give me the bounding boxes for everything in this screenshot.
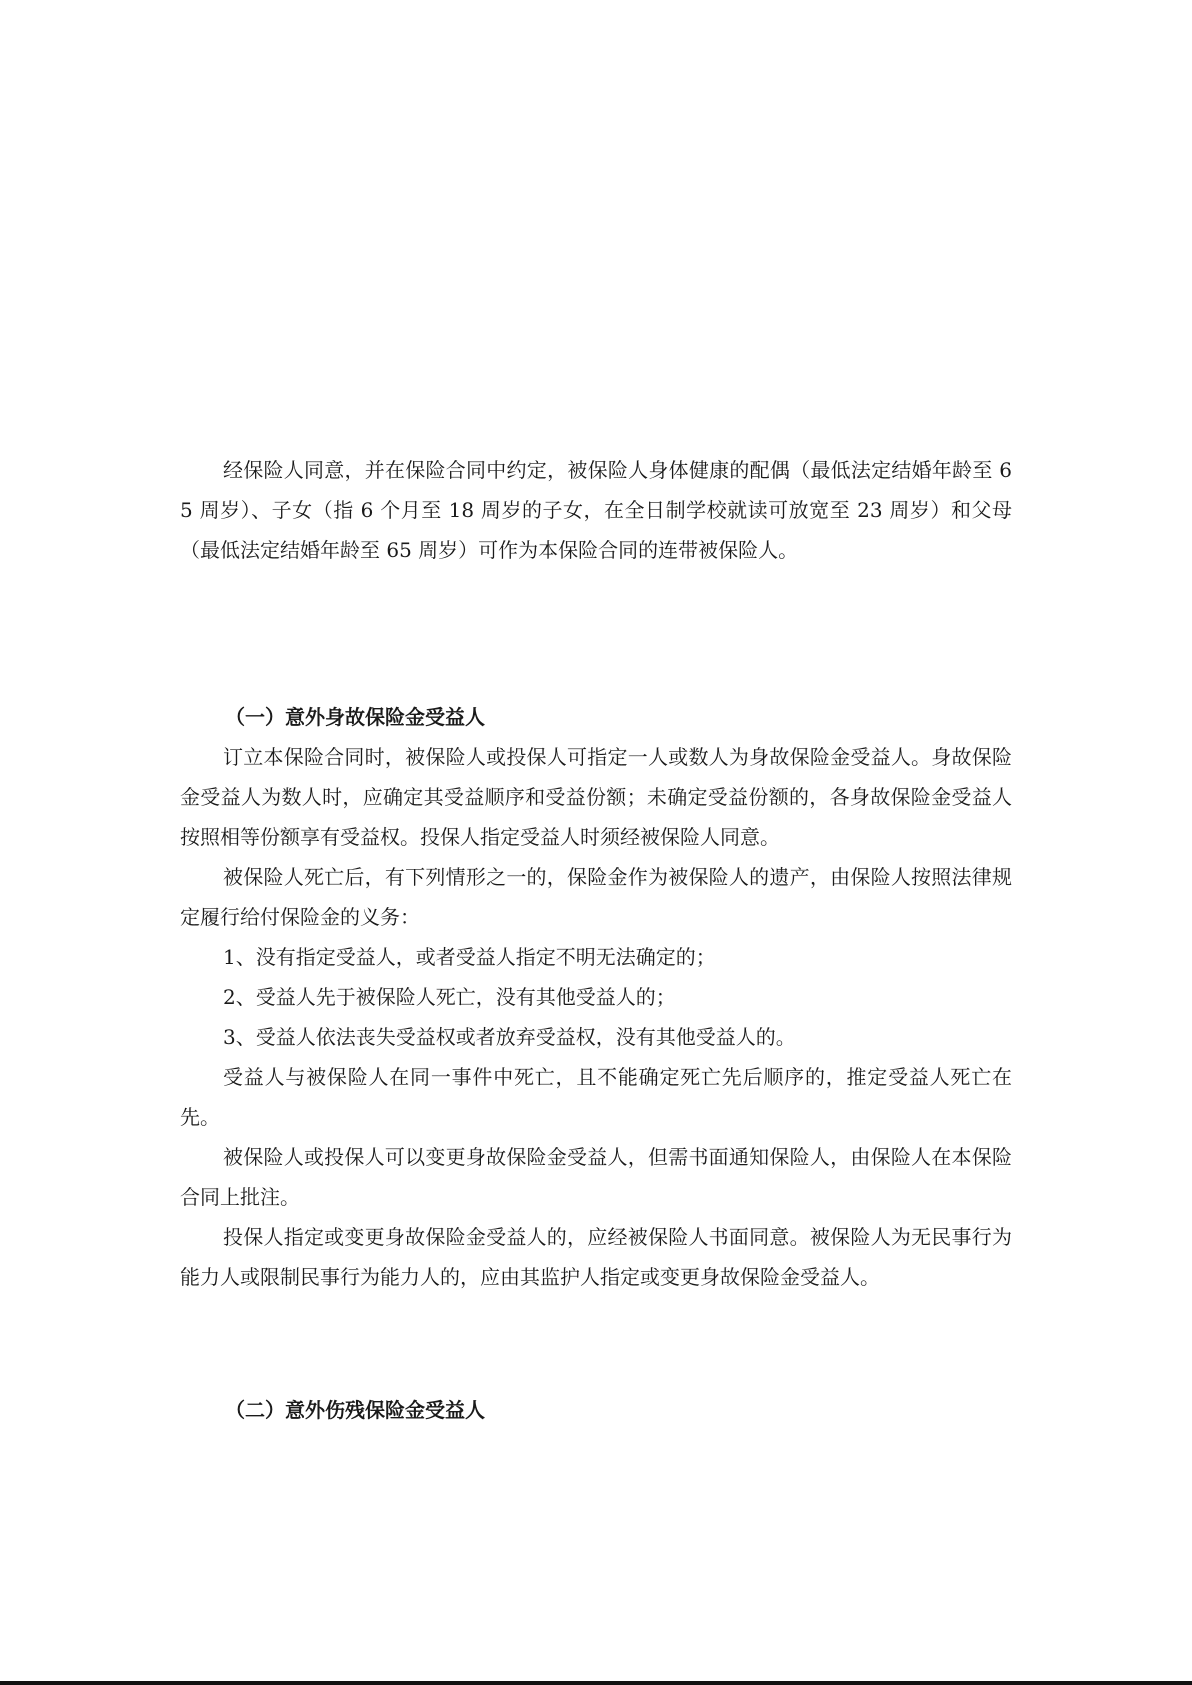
section-1-paragraph-4: 被保险人或投保人可以变更身故保险金受益人，但需书面通知保险人，由保险人在本保险合同上批注。	[180, 1145, 1012, 1209]
section-1-paragraph-1: 订立本保险合同时，被保险人或投保人可指定一人或数人为身故保险金受益人。身故保险金受益人为数人时，应确定其受益顺序和受益份额；未确定受益份额的，各身故保险金受益人按照相等份额享有受益权。投保人指定受益人时须经被保险人同意。	[180, 745, 1012, 849]
section-1-body	[180, 737, 1012, 1297]
section-1-paragraph-3: 受益人与被保险人在同一事件中死亡，且不能确定死亡先后顺序的，推定受益人死亡在先。	[180, 1065, 1012, 1129]
section-1-list-item-3: 3、受益人依法丧失受益权或者放弃受益权，没有其他受益人的。	[223, 1025, 796, 1049]
section-1-paragraph-2: 被保险人死亡后，有下列情形之一的，保险金作为被保险人的遗产，由保险人按照法律规定履行给付保险金的义务：	[180, 865, 1012, 929]
section-1-list-item-2: 2、受益人先于被保险人死亡，没有其他受益人的；	[223, 985, 676, 1009]
section-1-list-item-1: 1、没有指定受益人，或者受益人指定不明无法确定的；	[223, 945, 716, 969]
section-2-heading: （二）意外伤残保险金受益人	[225, 1398, 485, 1422]
intro-paragraph: 经保险人同意，并在保险合同中约定，被保险人身体健康的配偶（最低法定结婚年龄至 65 周岁）、子女（指 6 个月至 18 周岁的子女，在全日制学校就读可放宽至 23 周岁）和父母（最低法定结婚年龄至 65 周岁）可作为本保险合同的连带被保险人。	[180, 458, 1012, 562]
page-bottom-divider	[0, 1681, 1192, 1685]
section-1-paragraph-5: 投保人指定或变更身故保险金受益人的，应经被保险人书面同意。被保险人为无民事行为能力人或限制民事行为能力人的，应由其监护人指定或变更身故保险金受益人。	[180, 1225, 1012, 1289]
intro-block	[180, 450, 1012, 570]
section-1-heading: （一）意外身故保险金受益人	[225, 705, 485, 729]
